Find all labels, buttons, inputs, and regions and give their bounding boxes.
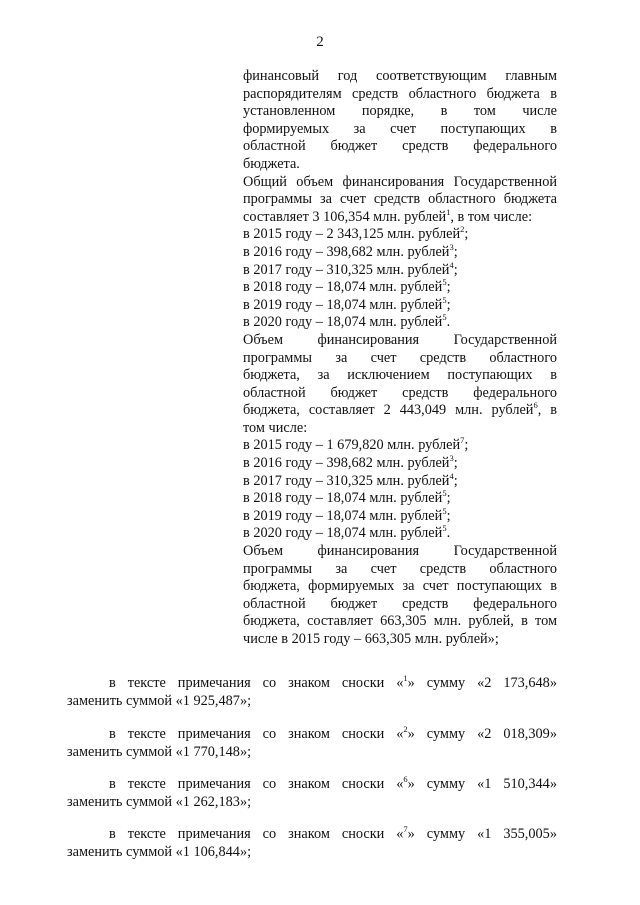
text-line: том числе: bbox=[243, 419, 308, 436]
footnote-mark: 1 bbox=[403, 673, 408, 683]
text-line: областной бюджет средств федерального bbox=[243, 595, 557, 612]
year-line: в 2020 году – 18,074 млн. рублей$^5$. bbox=[243, 312, 451, 331]
page-number: 2 bbox=[316, 34, 324, 50]
footnote-mark: 5 bbox=[442, 294, 447, 305]
footnote-mark: 1 bbox=[446, 206, 451, 217]
year-line: в 2015 году – 2 343,125 млн. рублей$^2$; bbox=[243, 224, 469, 243]
text-line: программы за счет средств областного bbox=[243, 349, 557, 366]
year-line: в 2020 году – 18,074 млн. рублей$^5$. bbox=[243, 523, 451, 542]
footnote-mark: 7 bbox=[460, 435, 465, 446]
footnote-mark: 3 bbox=[449, 453, 454, 464]
text-line: формируемых за счет поступающих в bbox=[243, 120, 557, 137]
text-line: бюджета, составляет 663,305 млн. рублей, в том bbox=[243, 613, 557, 630]
note-instruction bbox=[67, 675, 557, 710]
footnote-mark: 6 bbox=[533, 400, 538, 411]
year-line: в 2016 году – 398,682 млн. рублей$^3$; bbox=[243, 453, 458, 472]
text-line: программы за счет средств областного бюджета bbox=[243, 191, 557, 208]
footnote-mark: 7 bbox=[403, 824, 408, 834]
text-line: программы за счет средств областного bbox=[243, 560, 557, 577]
footnote-mark: 6 bbox=[403, 774, 408, 784]
note-line: заменить суммой «1 925,487»; bbox=[67, 692, 252, 709]
text-line: бюджета, составляет 2 443,049 млн. рублей$^6$, в bbox=[243, 400, 557, 419]
note-instruction bbox=[67, 726, 557, 761]
budget-text-column bbox=[243, 68, 557, 649]
text-line: бюджета. bbox=[243, 155, 300, 172]
footnote-mark: 5 bbox=[442, 277, 447, 288]
year-line: в 2017 году – 310,325 млн. рублей$^4$; bbox=[243, 470, 458, 489]
year-line: в 2018 году – 18,074 млн. рублей$^5$; bbox=[243, 277, 451, 296]
footnote-mark: 5 bbox=[442, 505, 447, 516]
text-line: бюджета, формируемых за счет поступающих в bbox=[243, 578, 557, 595]
text-line: Объем финансирования Государственной bbox=[243, 543, 557, 560]
text-line: финансовый год соответствующим главным bbox=[243, 68, 557, 84]
footnote-mark: 2 bbox=[460, 224, 465, 235]
year-line: в 2018 году – 18,074 млн. рублей$^5$; bbox=[243, 488, 451, 507]
text-line: составляет 3 106,354 млн. рублей$^1$, в том числе: bbox=[243, 206, 533, 225]
year-line: в 2017 году – 310,325 млн. рублей$^4$; bbox=[243, 259, 458, 278]
note-line: в тексте примечания со знаком сноски «$^2$» сумму «2 018,309» bbox=[109, 724, 557, 742]
text-line: распорядителям средств областного бюджета в bbox=[243, 85, 557, 102]
footnote-mark: 4 bbox=[449, 470, 454, 481]
note-line: заменить суммой «1 106,844»; bbox=[67, 843, 252, 860]
note-instruction bbox=[67, 826, 557, 861]
text-line: бюджета, за исключением поступающих в bbox=[243, 367, 557, 384]
year-line: в 2015 году – 1 679,820 млн. рублей$^7$; bbox=[243, 435, 469, 454]
note-line: заменить суммой «1 770,148»; bbox=[67, 743, 252, 760]
note-instruction bbox=[67, 776, 557, 811]
note-line: заменить суммой «1 262,183»; bbox=[67, 793, 252, 810]
footnote-mark: 4 bbox=[449, 259, 454, 270]
year-line: в 2016 году – 398,682 млн. рублей$^3$; bbox=[243, 241, 458, 260]
footnote-mark: 5 bbox=[442, 523, 447, 534]
text-line: Общий объем финансирования Государственной bbox=[243, 173, 557, 190]
text-line: установленном порядке, в том числе bbox=[243, 103, 557, 120]
text-line: областной бюджет средств федерального bbox=[243, 138, 557, 155]
note-line: в тексте примечания со знаком сноски «$^1$» сумму «2 173,648» bbox=[109, 673, 557, 691]
note-line: в тексте примечания со знаком сноски «$^6$» сумму «1 510,344» bbox=[109, 774, 557, 792]
footnote-mark: 3 bbox=[449, 241, 454, 252]
footnote-mark: 5 bbox=[442, 312, 447, 323]
text-line: Объем финансирования Государственной bbox=[243, 331, 557, 348]
note-line: в тексте примечания со знаком сноски «$^7$» сумму «1 355,005» bbox=[109, 824, 557, 842]
footnote-mark: 2 bbox=[403, 724, 408, 734]
year-line: в 2019 году – 18,074 млн. рублей$^5$; bbox=[243, 294, 451, 313]
text-line: числе в 2015 году – 663,305 млн. рублей»; bbox=[243, 631, 499, 647]
footnote-mark: 5 bbox=[442, 488, 447, 499]
year-line: в 2019 году – 18,074 млн. рублей$^5$; bbox=[243, 505, 451, 524]
text-line: областной бюджет средств федерального bbox=[243, 384, 557, 401]
